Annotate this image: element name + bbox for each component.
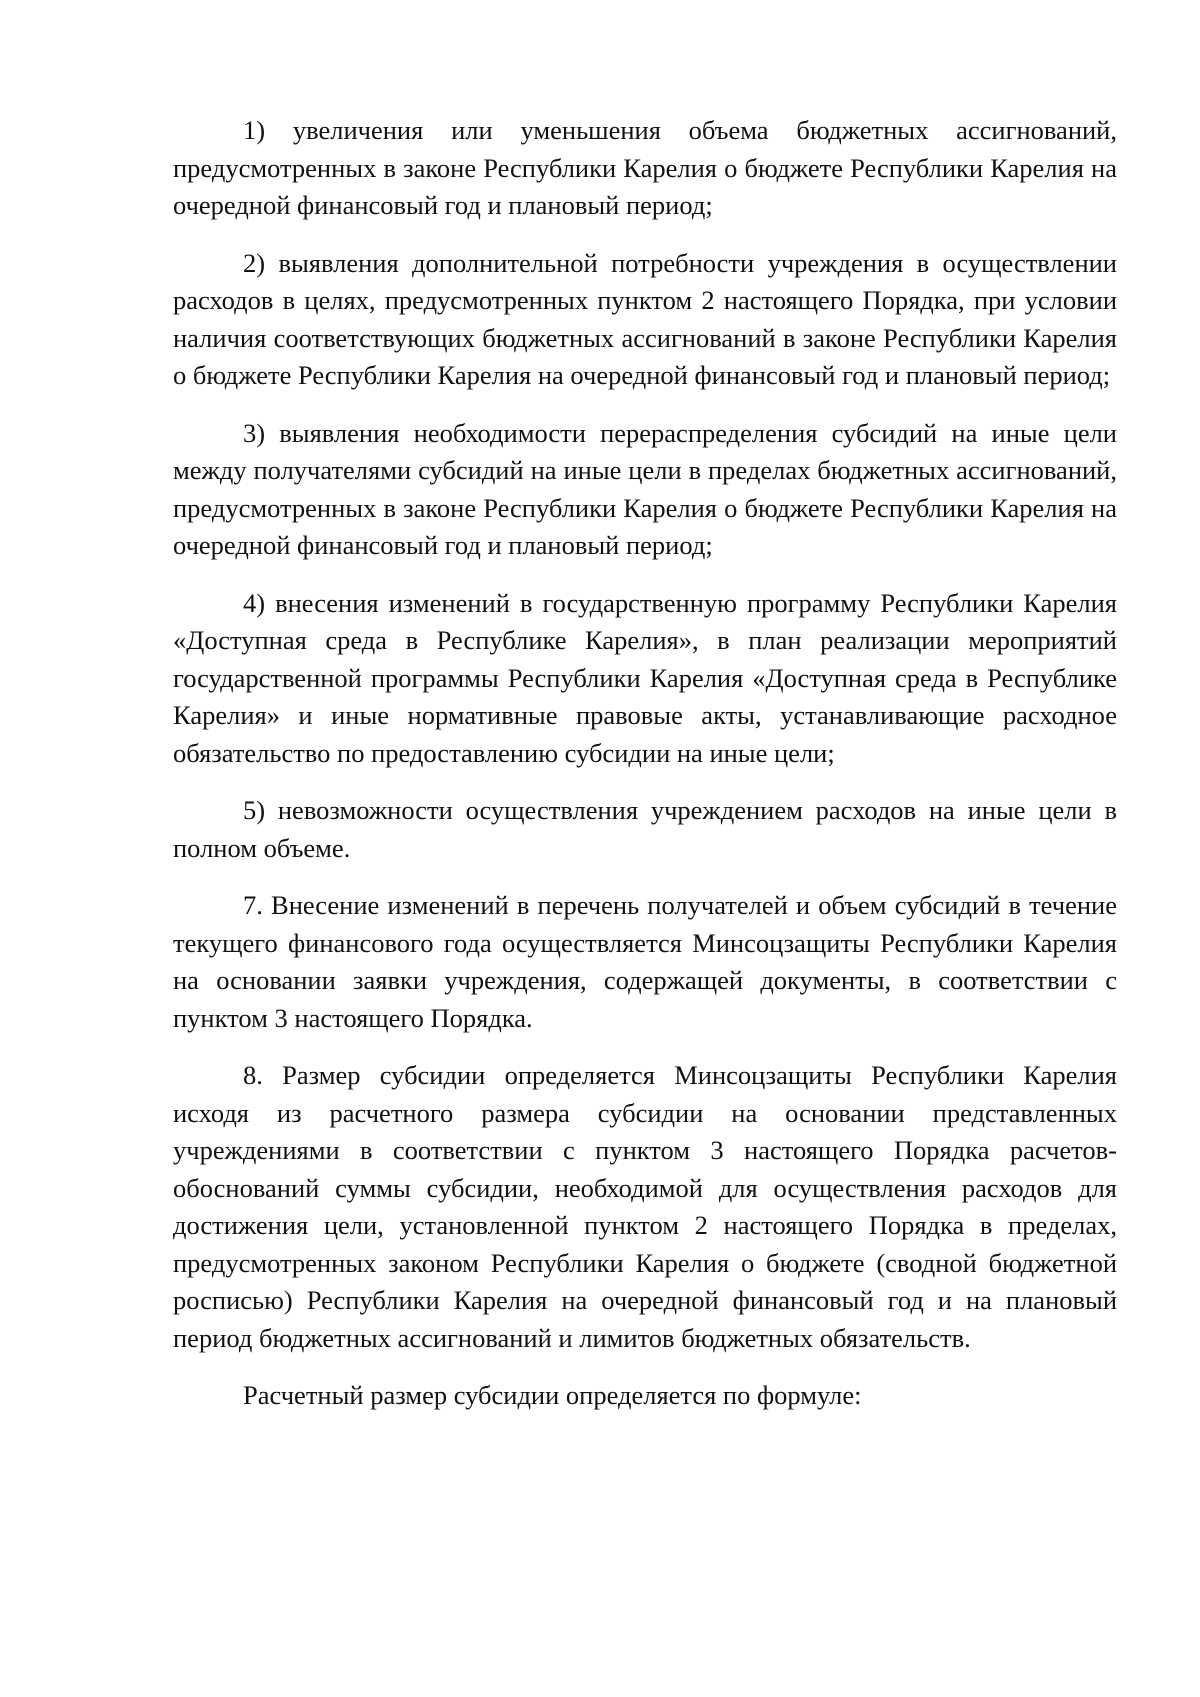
paragraph-item-4: 4) внесения изменений в государственную программу Республики Карелия «Доступная среда в Республике Карелия», в план реализации мероприятий государственной программы Республики Карелия «Доступная среда в Республике Карелия» и иные нормативные правовые акты, устанавливающие расходное обязательство по предоставлению субсидии на иные цели; bbox=[173, 587, 1117, 768]
document-body bbox=[173, 112, 1117, 1415]
paragraph-item-2: 2) выявления дополнительной потребности учреждения в осуществлении расходов в целях, предусмотренных пунктом 2 настоящего Порядка, при условии наличия соответствующих бюджетных ассигнований в законе Республики Карелия о бюджете Республики Карелия на очередной финансовый год и плановый период; bbox=[173, 247, 1117, 390]
paragraph-section-8: 8. Размер субсидии определяется Минсоцзащиты Республики Карелия исходя из расчетного размера субсидии на основании представленных учреждениями в соответствии с пунктом 3 настоящего Порядка расчетов-обоснований суммы субсидии, необходимой для осуществления расходов для достижения цели, установленной пунктом 2 настоящего Порядка в пределах, предусмотренных законом Республики Карелия о бюджете (сводной бюджетной росписью) Республики Карелия на очередной финансовый год и на плановый период бюджетных ассигнований и лимитов бюджетных обязательств. bbox=[173, 1060, 1117, 1353]
paragraph-formula-intro: Расчетный размер субсидии определяется по формуле: bbox=[243, 1380, 862, 1410]
paragraph-section-7: 7. Внесение изменений в перечень получателей и объем субсидий в течение текущего финансового года осуществляется Минсоцзащиты Республики Карелия на основании заявки учреждения, содержащей документы, в соответствии с пунктом 3 настоящего Порядка. bbox=[173, 890, 1117, 1033]
paragraph-item-3: 3) выявления необходимости перераспределения субсидий на иные цели между получателями субсидий на иные цели в пределах бюджетных ассигнований, предусмотренных в законе Республики Карелия о бюджете Республики Карелия на очередной финансовый год и плановый период; bbox=[173, 417, 1117, 560]
paragraph-item-1: 1) увеличения или уменьшения объема бюджетных ассигнований, предусмотренных в законе Республики Карелия о бюджете Республики Карелия на очередной финансовый год и плановый период; bbox=[173, 115, 1117, 220]
paragraph-item-5: 5) невозможности осуществления учреждением расходов на иные цели в полном объеме. bbox=[173, 795, 1117, 863]
